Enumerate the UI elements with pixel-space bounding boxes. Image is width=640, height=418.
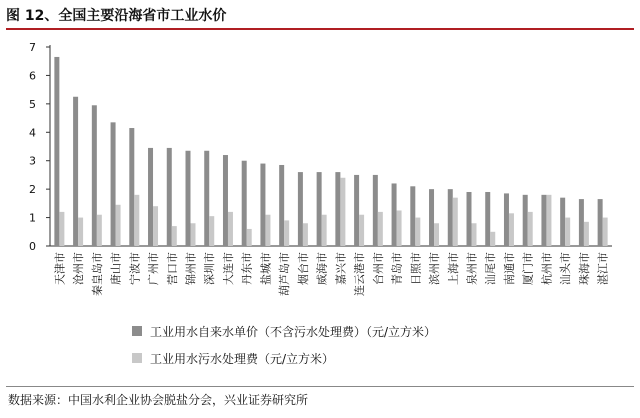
x-tick-label: 威海市 bbox=[315, 252, 329, 285]
x-tick-label: 汕尾市 bbox=[484, 252, 498, 285]
x-tick-label: 湛江市 bbox=[596, 252, 610, 285]
bar-tap-water-price bbox=[317, 172, 322, 246]
x-tick-label: 杭州市 bbox=[540, 252, 554, 285]
legend-label: 工业用水自来水单价（不含污水处理费）（元/立方米） bbox=[150, 325, 437, 339]
x-tick-label: 葫芦岛市 bbox=[278, 252, 292, 296]
bar-tap-water-price bbox=[223, 155, 228, 246]
bar-sewage-fee bbox=[322, 215, 327, 246]
bar-sewage-fee bbox=[453, 198, 458, 246]
legend-swatch bbox=[132, 353, 142, 363]
bar-tap-water-price bbox=[598, 199, 603, 246]
y-tick-label: 1 bbox=[29, 211, 36, 225]
bar-sewage-fee bbox=[415, 218, 420, 246]
bar-sewage-fee bbox=[565, 218, 570, 246]
bar-tap-water-price bbox=[467, 192, 472, 246]
y-tick-label: 5 bbox=[29, 97, 36, 111]
bar-tap-water-price bbox=[541, 195, 546, 246]
x-tick-label: 连云港市 bbox=[353, 252, 367, 296]
x-tick-label: 嘉兴市 bbox=[334, 252, 348, 285]
x-tick-label: 上海市 bbox=[446, 252, 460, 285]
bar-sewage-fee bbox=[472, 223, 477, 246]
x-tick-label: 汕头市 bbox=[559, 252, 573, 285]
y-tick-label: 4 bbox=[29, 126, 36, 140]
bar-tap-water-price bbox=[523, 195, 528, 246]
bar-sewage-fee bbox=[265, 215, 270, 246]
bar-tap-water-price bbox=[92, 105, 97, 246]
bar-sewage-fee bbox=[603, 218, 608, 246]
x-tick-label: 深圳市 bbox=[203, 252, 217, 285]
bar-tap-water-price bbox=[485, 192, 490, 246]
y-tick-label: 3 bbox=[29, 154, 36, 168]
bar-sewage-fee bbox=[59, 212, 64, 246]
bar-tap-water-price bbox=[298, 172, 303, 246]
chart-bars bbox=[54, 57, 607, 246]
bar-sewage-fee bbox=[228, 212, 233, 246]
bar-sewage-fee bbox=[397, 210, 402, 246]
bar-sewage-fee bbox=[584, 222, 589, 246]
bar-tap-water-price bbox=[54, 57, 59, 246]
y-tick-label: 0 bbox=[29, 240, 36, 253]
bar-tap-water-price bbox=[260, 164, 265, 246]
x-tick-label: 烟台市 bbox=[296, 252, 310, 285]
bar-tap-water-price bbox=[129, 128, 134, 246]
bar-tap-water-price bbox=[73, 97, 78, 246]
y-tick-label: 2 bbox=[29, 183, 36, 197]
x-tick-label: 大连市 bbox=[221, 252, 235, 285]
x-tick-label: 天津市 bbox=[53, 252, 67, 285]
bar-tap-water-price bbox=[448, 189, 453, 246]
x-tick-label: 日照市 bbox=[409, 252, 423, 285]
bar-sewage-fee bbox=[284, 220, 289, 246]
bar-sewage-fee bbox=[134, 195, 139, 246]
bar-tap-water-price bbox=[560, 198, 565, 246]
bar-sewage-fee bbox=[209, 216, 214, 246]
x-tick-label: 盐城市 bbox=[259, 252, 273, 285]
x-tick-label: 丹东市 bbox=[240, 252, 254, 285]
x-tick-labels bbox=[52, 252, 609, 296]
bar-tap-water-price bbox=[504, 193, 509, 246]
bar-sewage-fee bbox=[303, 223, 308, 246]
figure-title: 图 12、全国主要沿海省市工业水价 bbox=[6, 8, 227, 24]
bar-sewage-fee bbox=[434, 223, 439, 246]
bar-tap-water-price bbox=[204, 151, 209, 246]
legend-swatch bbox=[132, 326, 142, 336]
bar-tap-water-price bbox=[335, 172, 340, 246]
bar-sewage-fee bbox=[247, 229, 252, 246]
bar-tap-water-price bbox=[167, 148, 172, 246]
x-tick-label: 青岛市 bbox=[390, 252, 404, 285]
x-tick-label: 锦州市 bbox=[184, 252, 198, 285]
bar-tap-water-price bbox=[354, 175, 359, 246]
bar-tap-water-price bbox=[373, 175, 378, 246]
bar-tap-water-price bbox=[429, 189, 434, 246]
y-tick-label: 6 bbox=[29, 69, 36, 83]
bar-tap-water-price bbox=[186, 151, 191, 246]
bar-sewage-fee bbox=[78, 218, 83, 246]
bar-sewage-fee bbox=[528, 212, 533, 246]
bar-tap-water-price bbox=[111, 122, 116, 246]
x-tick-label: 广州市 bbox=[147, 252, 161, 285]
bar-tap-water-price bbox=[392, 183, 397, 246]
x-tick-label: 南通市 bbox=[502, 252, 516, 285]
x-tick-label: 沧州市 bbox=[72, 252, 86, 285]
x-tick-label: 唐山市 bbox=[109, 252, 123, 285]
x-tick-label: 滨州市 bbox=[428, 252, 442, 285]
bar-sewage-fee bbox=[172, 226, 177, 246]
bar-sewage-fee bbox=[191, 223, 196, 246]
y-tick-label: 7 bbox=[29, 41, 36, 54]
bar-tap-water-price bbox=[410, 186, 415, 246]
legend-label: 工业用水污水处理费（元/立方米） bbox=[150, 352, 335, 366]
bar-sewage-fee bbox=[509, 213, 514, 246]
bar-sewage-fee bbox=[97, 215, 102, 246]
source-rule bbox=[6, 386, 634, 387]
source-note: 数据来源：中国水利企业协会脱盐分会，兴业证券研究所 bbox=[8, 393, 309, 407]
bar-sewage-fee bbox=[340, 178, 345, 246]
x-tick-label: 台州市 bbox=[371, 252, 385, 285]
bar-tap-water-price bbox=[148, 148, 153, 246]
x-tick-label: 泉州市 bbox=[465, 252, 479, 285]
chart-legend bbox=[132, 324, 436, 366]
bar-sewage-fee bbox=[378, 212, 383, 246]
x-tick-label: 营口市 bbox=[165, 252, 179, 285]
x-tick-label: 厦门市 bbox=[521, 252, 535, 285]
bar-tap-water-price bbox=[242, 161, 247, 246]
bar-sewage-fee bbox=[546, 195, 551, 246]
bar-sewage-fee bbox=[153, 206, 158, 246]
bar-sewage-fee bbox=[490, 232, 495, 246]
x-tick-label: 秦皇岛市 bbox=[90, 252, 104, 296]
x-tick-label: 珠海市 bbox=[577, 252, 591, 285]
x-tick-label: 宁波市 bbox=[128, 252, 142, 285]
bar-tap-water-price bbox=[279, 165, 284, 246]
bar-tap-water-price bbox=[579, 199, 584, 246]
bar-sewage-fee bbox=[116, 205, 121, 246]
bar-sewage-fee bbox=[359, 215, 364, 246]
